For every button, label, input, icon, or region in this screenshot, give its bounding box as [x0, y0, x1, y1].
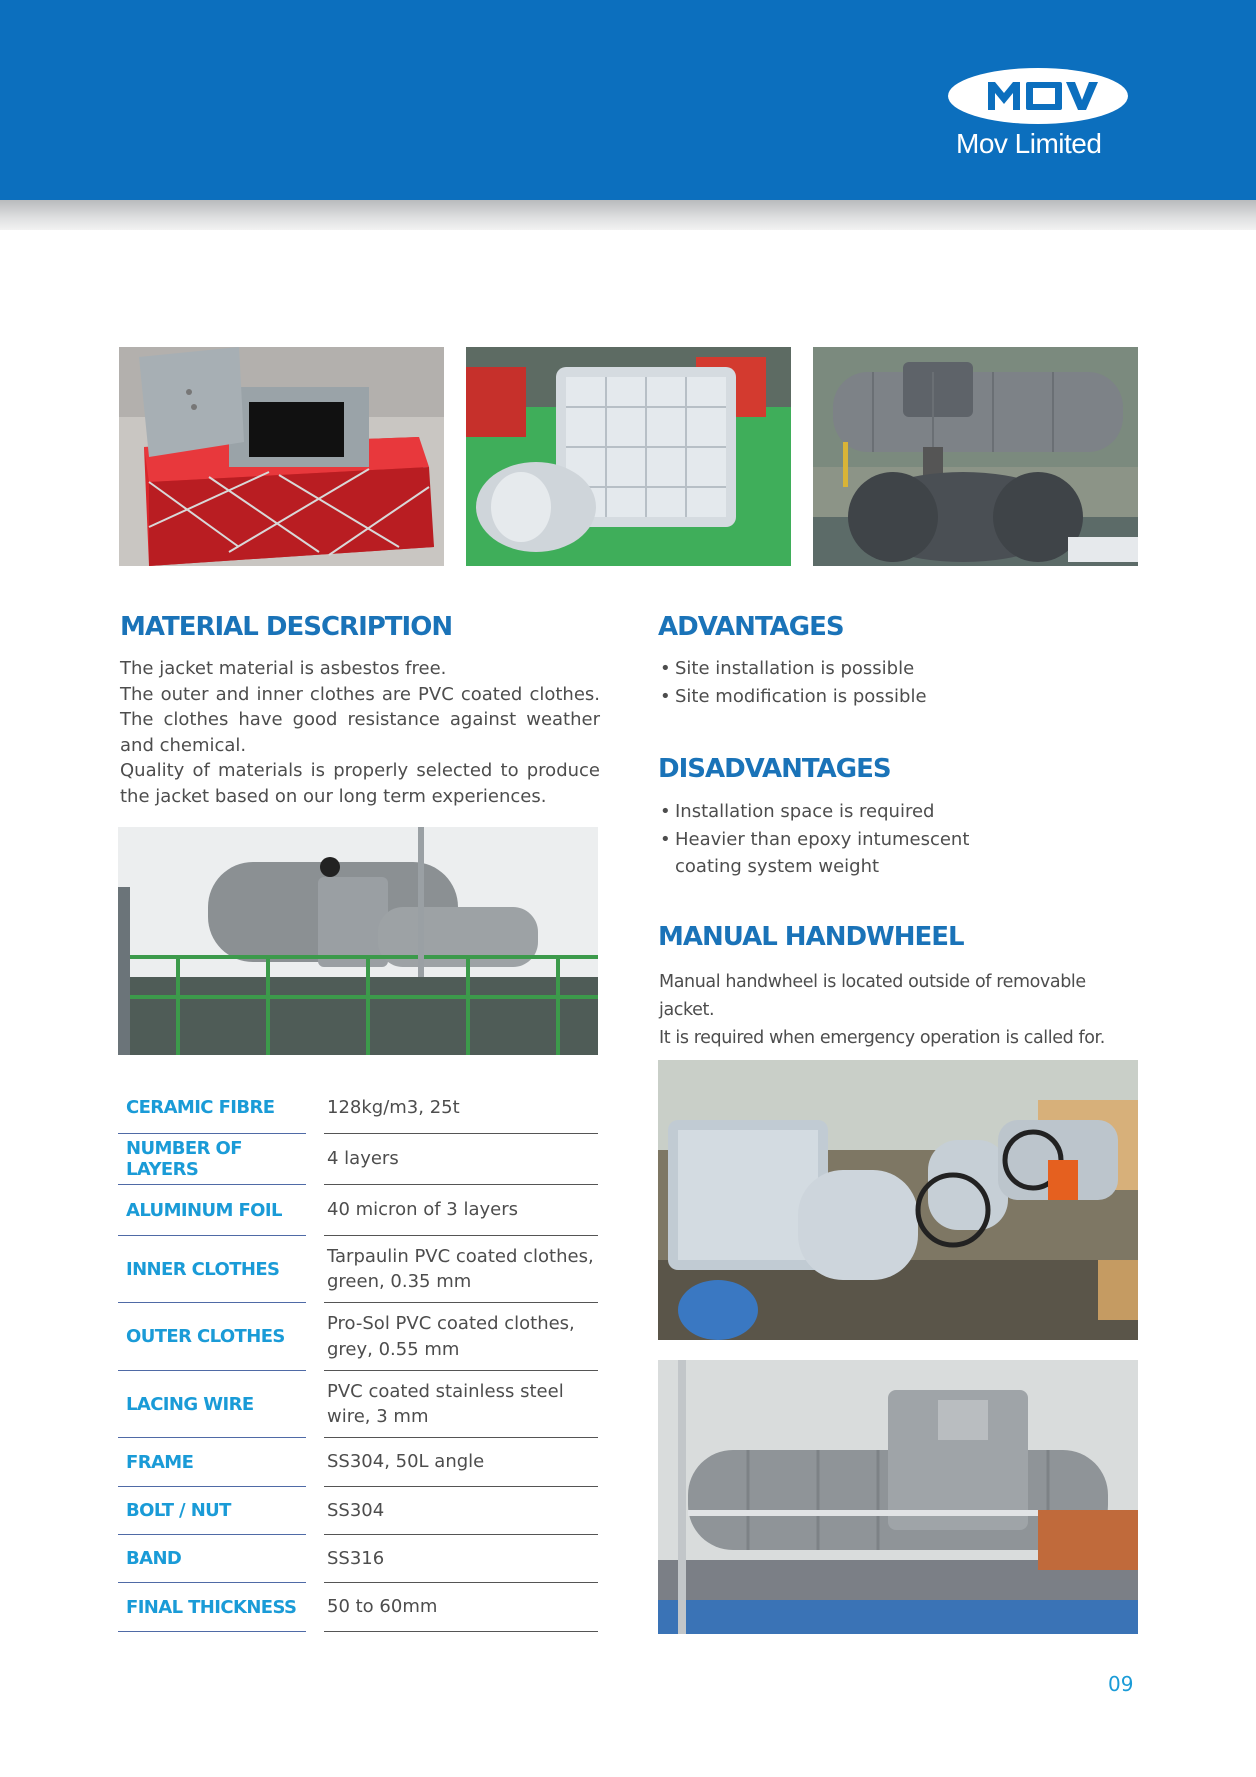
- page-number: 09: [1108, 1672, 1134, 1696]
- spec-value: 4 layers: [324, 1134, 598, 1185]
- installed-valve-jacket-photo: [658, 1360, 1138, 1634]
- advantages-title: ADVANTAGES: [658, 612, 844, 642]
- list-item: • Site installation is possible: [660, 655, 1140, 683]
- spec-row: [118, 1082, 598, 1134]
- spec-row: [118, 1185, 598, 1236]
- material-description-text: [120, 656, 600, 809]
- spec-label: OUTER CLOTHES: [118, 1303, 306, 1371]
- spec-value: Pro-Sol PVC coated clothes, grey, 0.55 mm: [324, 1303, 598, 1371]
- material-paragraph: Quality of materials is properly selected to produce the jacket based on our long term experiences.: [120, 760, 600, 807]
- spec-row: [118, 1371, 598, 1438]
- jacketed-actuators-with-handwheels-photo: [658, 1060, 1138, 1340]
- spec-value: 50 to 60mm: [324, 1583, 598, 1632]
- disadvantages-title: DISADVANTAGES: [658, 754, 891, 784]
- insulation-jackets-in-factory-photo: [466, 347, 791, 566]
- spec-value: 128kg/m3, 25t: [324, 1082, 598, 1134]
- spec-value: SS304: [324, 1487, 598, 1535]
- material-description-title: MATERIAL DESCRIPTION: [120, 612, 453, 642]
- advantages-list: [660, 655, 1140, 710]
- spec-row: [118, 1487, 598, 1535]
- spec-label: FINAL THICKNESS: [118, 1583, 306, 1632]
- material-paragraph: The outer and inner clothes are PVC coated clothes. The clothes have good resistance against weather and chemical.: [120, 683, 600, 756]
- disadvantages-list: [660, 798, 1130, 881]
- spec-row: [118, 1236, 598, 1303]
- logo-mark-icon: [948, 68, 1128, 124]
- logo-oval: [948, 68, 1128, 124]
- specification-table: [118, 1082, 598, 1632]
- spec-value: SS316: [324, 1535, 598, 1583]
- spec-row: [118, 1134, 598, 1185]
- logo-text: Mov Limited: [956, 128, 1102, 159]
- list-item: • Site modification is possible: [660, 683, 1140, 711]
- spec-value: SS304, 50L angle: [324, 1438, 598, 1487]
- handwheel-line: It is required when emergency operation is called for.: [659, 1028, 1105, 1048]
- insulated-box-jacket-photo: [119, 347, 444, 566]
- spec-row: [118, 1583, 598, 1632]
- material-paragraph: The jacket material is asbestos free.: [120, 658, 447, 679]
- spec-label: INNER CLOTHES: [118, 1236, 306, 1303]
- spec-label: FRAME: [118, 1438, 306, 1487]
- list-item: • Installation space is required: [660, 798, 1130, 826]
- spec-value: Tarpaulin PVC coated clothes, green, 0.35 mm: [324, 1236, 598, 1303]
- spec-label: BAND: [118, 1535, 306, 1583]
- spec-row: [118, 1303, 598, 1371]
- company-logo: [948, 68, 1130, 160]
- spec-label: ALUMINUM FOIL: [118, 1185, 306, 1236]
- on-site-jacket-installation-photo: [118, 827, 598, 1055]
- insulated-ball-valve-photo: [813, 347, 1138, 566]
- spec-row: [118, 1438, 598, 1487]
- spec-label: CERAMIC FIBRE: [118, 1082, 306, 1134]
- spec-label: LACING WIRE: [118, 1371, 306, 1438]
- spec-label: BOLT / NUT: [118, 1487, 306, 1535]
- manual-handwheel-title: MANUAL HANDWHEEL: [658, 922, 964, 952]
- header-divider: [0, 200, 1256, 230]
- handwheel-line: Manual handwheel is located outside of removable jacket.: [659, 972, 1086, 1020]
- list-item: • Heavier than epoxy intumescent coating system weight: [660, 826, 1130, 881]
- spec-value: 40 micron of 3 layers: [324, 1185, 598, 1236]
- spec-row: [118, 1535, 598, 1583]
- spec-value: PVC coated stainless steel wire, 3 mm: [324, 1371, 598, 1438]
- spec-label: NUMBER OF LAYERS: [118, 1134, 306, 1185]
- manual-handwheel-text: [659, 968, 1139, 1052]
